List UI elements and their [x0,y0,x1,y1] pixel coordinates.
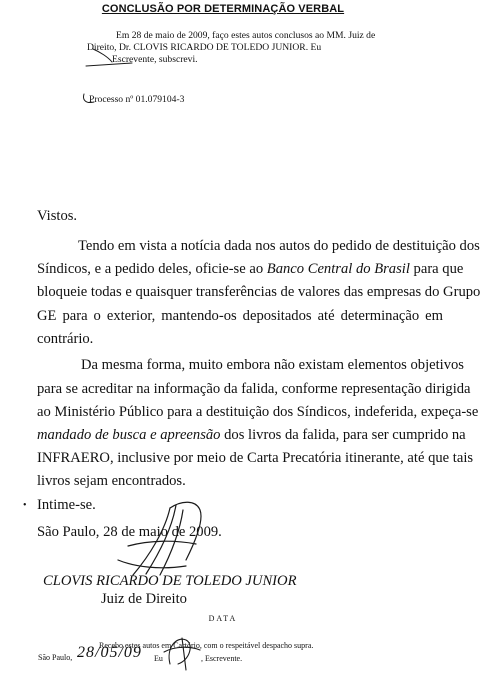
paragraph-1-line-4: GE para o exterior, mantendo-os depositados até determinação em [37,308,443,324]
conclusion-stamp-line-3: Escrevente, subscrevi. [112,54,198,65]
search-warrant-reference: mandado de busca e apreensão [37,427,221,443]
process-number: Processo nº 01.079104-3 [89,94,185,105]
data-label: DATA [208,614,238,623]
judge-role: Juiz de Direito [101,591,187,607]
handwritten-date: 28/05/09 [77,644,142,661]
receipt-eu: Eu [154,654,163,663]
judge-name: CLOVIS RICARDO DE TOLEDO JUNIOR [43,573,297,589]
bullet-mark: • [23,500,27,511]
paragraph-2-line-4: mandado de busca e apreensão dos livros da falida, para ser cumprido na [37,427,466,443]
conclusion-stamp-line-2: Direito, Dr. CLOVIS RICARDO DE TOLEDO JUNIOR. Eu [87,42,322,53]
place-date-line: São Paulo, 28 de maio de 2009. [37,524,222,540]
paragraph-2-line-6: livros sejam encontrados. [37,473,186,489]
conclusion-stamp-line-1: Em 28 de maio de 2009, faço estes autos conclusos ao MM. Juiz de [116,30,376,41]
paragraph-2-line-5: INFRAERO, inclusive por meio de Carta Precatória itinerante, até que tais [37,450,474,466]
paragraph-2-line-2: para se acreditar na informação da falida, conforme representação dirigida [37,381,471,397]
judge-signature [118,502,201,575]
process-number-mark [83,94,94,103]
paragraph-1-line-1: Tendo em vista a notícia dada nos autos do pedido de destituição dos [78,238,480,254]
paragraph-1-line-2: Síndicos, e a pedido deles, oficie-se ao Banco Central do Brasil para que [37,261,464,277]
page-title: CONCLUSÃO POR DETERMINAÇÃO VERBAL [101,3,345,15]
receipt-escrevente: , Escrevente. [201,654,243,663]
receipt-line: Recebo estes autos em Cartório, com o respeitável despacho supra. [99,641,314,650]
paragraph-2-line-3: ao Ministério Público para a destituição dos Síndicos, indeferida, expeça-se [37,404,479,420]
vistos-line: Vistos. [37,208,78,224]
clerk-initials-mark [86,49,132,66]
paragraph-1-line-3: bloqueie todas e quaisquer transferências de valores das empresas do Grupo [37,284,480,300]
intimation-line: Intime-se. [37,497,96,513]
clerk-signature [164,638,200,670]
banco-central-reference: Banco Central do Brasil [266,261,410,277]
paragraph-2-line-1: Da mesma forma, muito embora não existam elementos objetivos [81,357,464,373]
receipt-place: São Paulo, [38,653,73,662]
paragraph-1-line-5: contrário. [37,331,94,347]
